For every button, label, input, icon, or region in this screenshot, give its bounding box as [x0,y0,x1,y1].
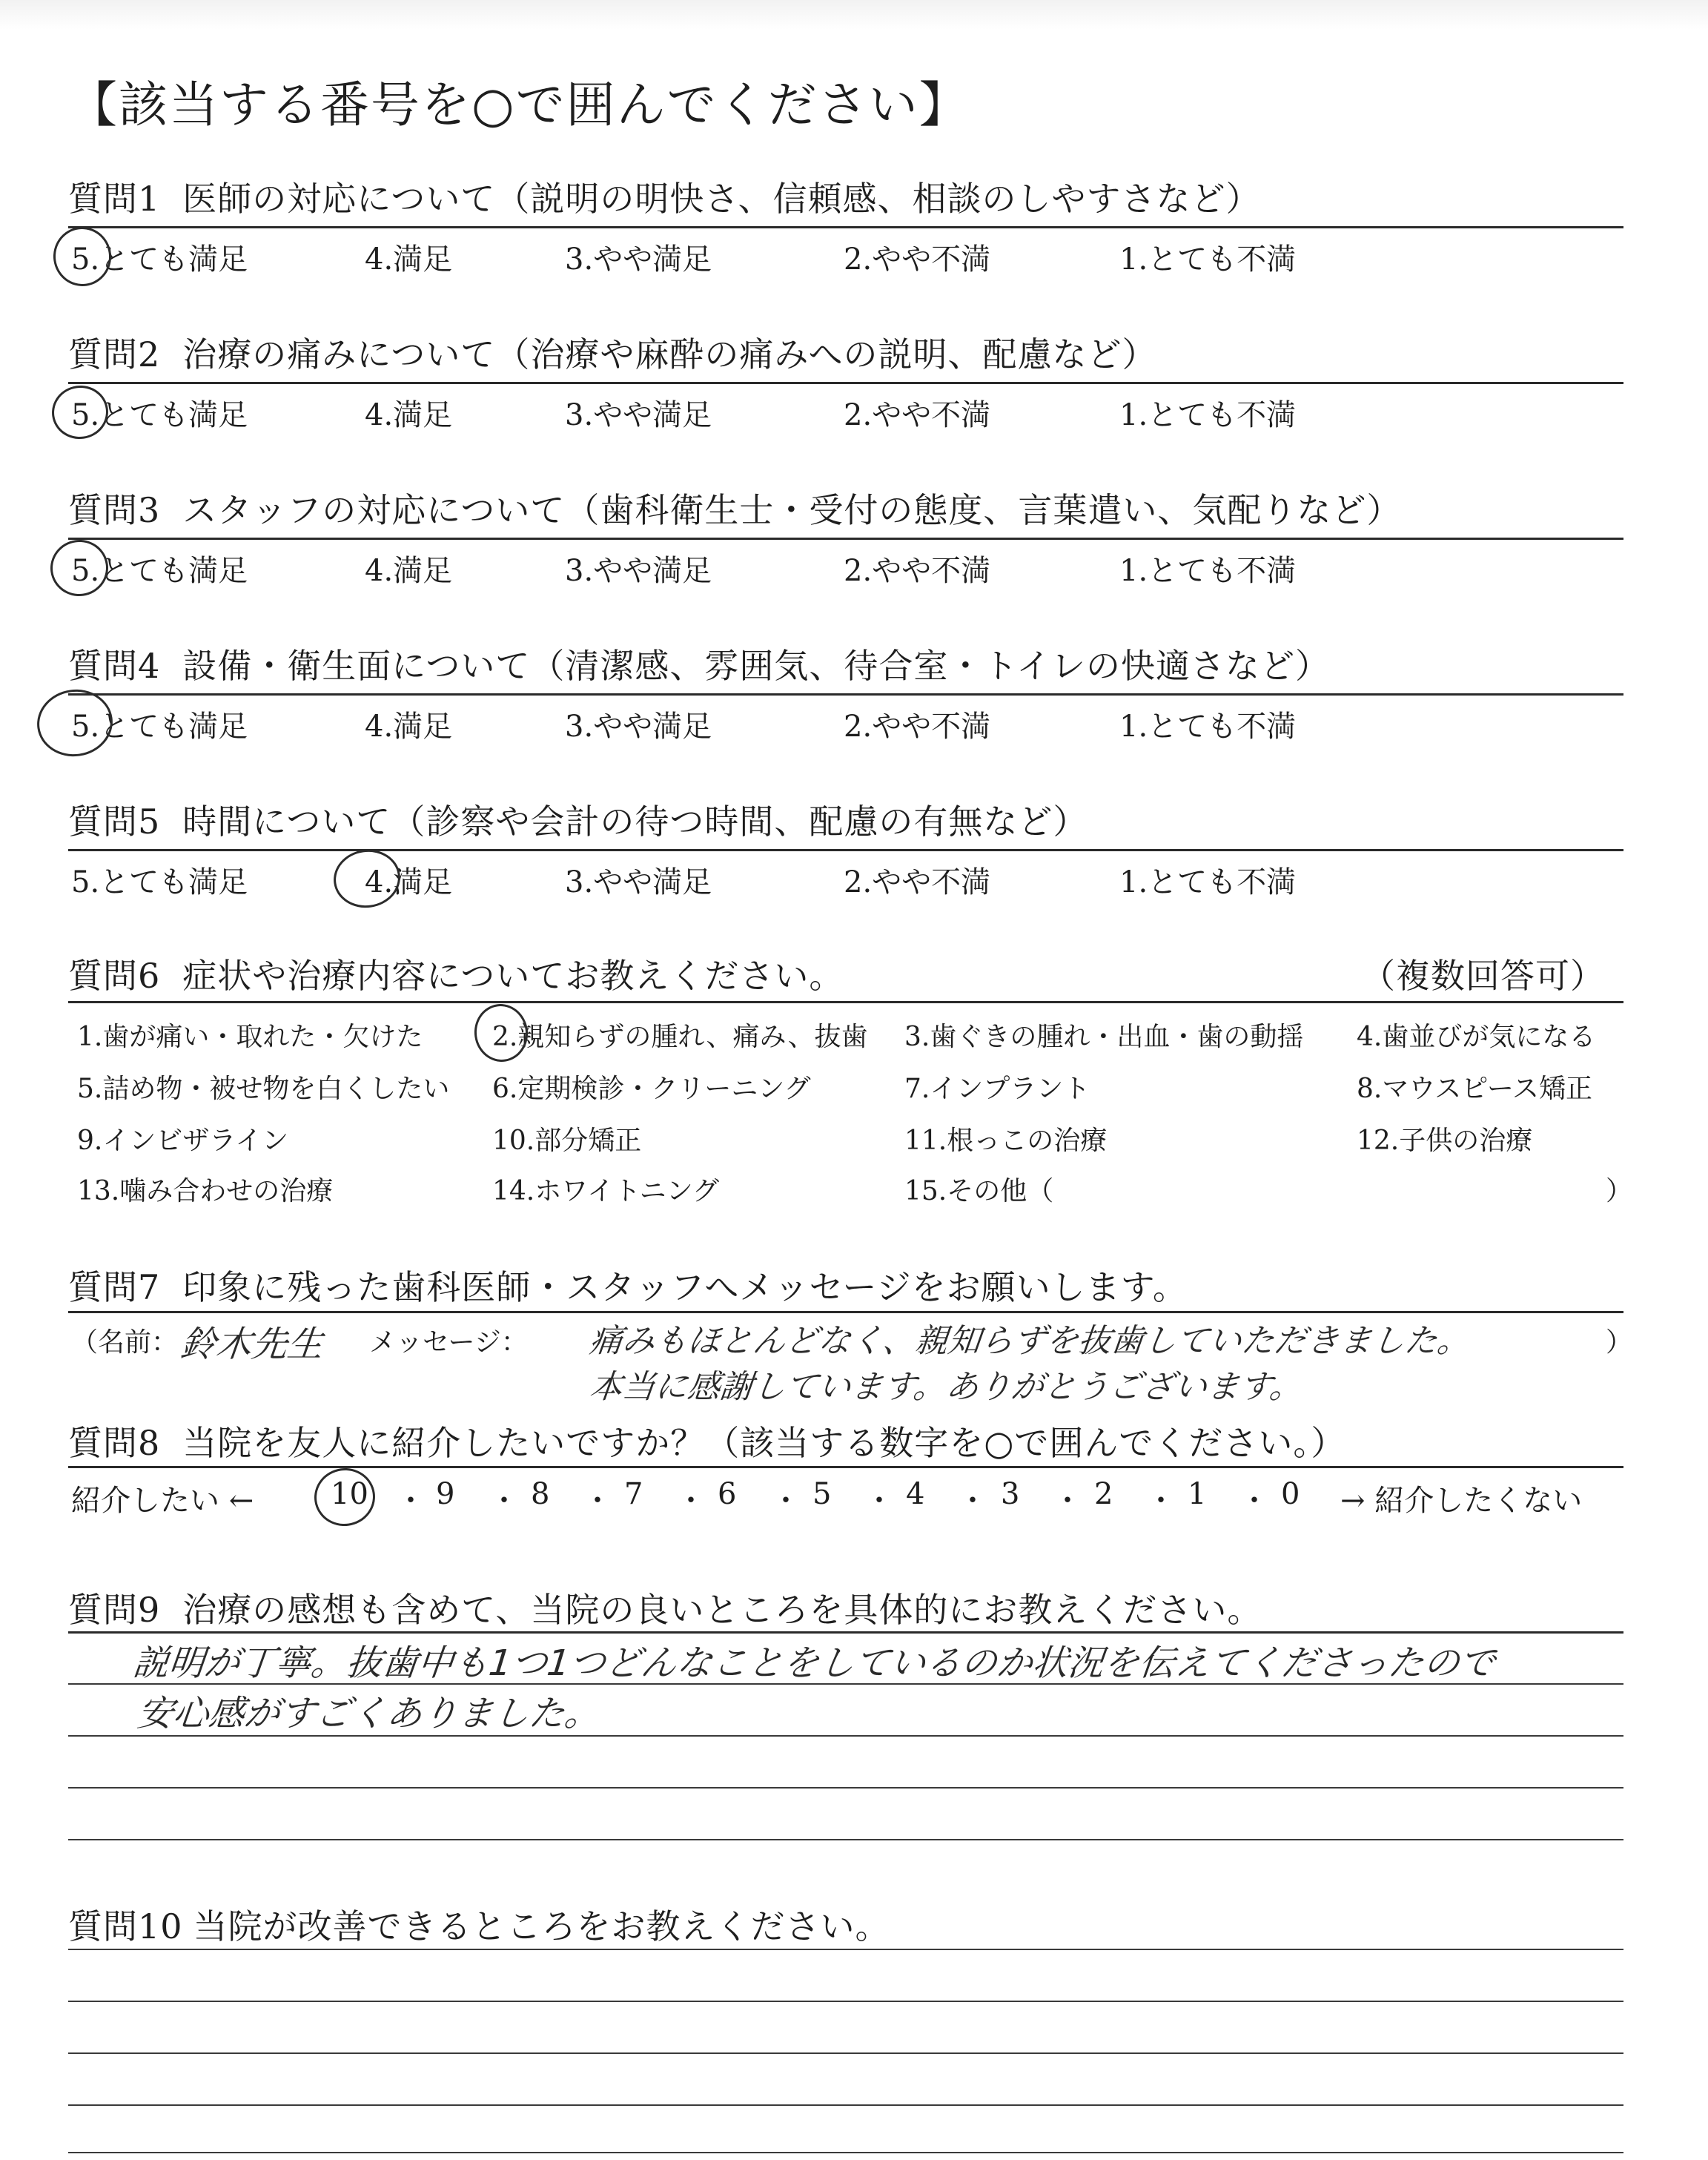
page-header: 【該当する番号を○で囲んでください】 [68,76,970,133]
q6-option-12[interactable]: 12.子供の治療 [1357,1126,1533,1156]
q3-option-4[interactable]: 4.満足 [365,554,453,588]
q1-option-4[interactable]: 4.満足 [365,242,453,277]
question-6-rule [68,1001,1623,1003]
question-4-title [68,639,1330,688]
q8-dot: ・ [489,1484,519,1518]
question-6-multi-note: （複数回答可） [1361,956,1605,996]
q8-scale-1[interactable]: 1 [1188,1477,1207,1511]
q6-option-7[interactable]: 7.インプラント [904,1074,1090,1104]
q6-option-6[interactable]: 6.定期検診・クリーニング [492,1074,811,1104]
q8-scale-8[interactable]: 8 [531,1477,550,1511]
q2-option-1[interactable]: 1.とても不満 [1119,398,1297,432]
q4-option-2[interactable]: 2.やや不満 [844,710,991,744]
question-9-rule [68,1631,1623,1634]
q8-dot: ・ [1146,1484,1176,1518]
question-3-text: スタッフの対応について（歯科衛生士・受付の態度、言葉遣い、気配りなど） [182,490,1402,530]
question-4-rule [68,693,1623,696]
question-7-label: 質問7 [68,1267,161,1307]
q6-option-15[interactable]: 15.その他（ [904,1176,1054,1206]
q5-option-3[interactable]: 3.やや満足 [565,865,712,899]
scan-top-band [0,0,1708,30]
q3-option-5[interactable]: 5.とても満足 [71,554,248,588]
q4-option-3[interactable]: 3.やや満足 [565,710,712,744]
q8-dot: ・ [1053,1484,1082,1518]
question-8-label: 質問8 [68,1423,161,1463]
question-1-rule [68,226,1623,228]
q9-writing-line [68,1787,1623,1789]
q3-selection-circle [47,536,112,600]
q8-scale-0[interactable]: 0 [1281,1477,1300,1511]
question-10-title [68,1900,890,1949]
q5-option-4[interactable]: 4.満足 [365,865,453,899]
q1-option-1[interactable]: 1.とても不満 [1119,242,1297,277]
q9-writing-line [68,1735,1623,1737]
question-1-text: 医師の対応について（説明の明快さ、信頼感、相談のしやすさなど） [182,179,1261,219]
question-9-title [68,1583,1262,1632]
question-7-rule [68,1311,1623,1313]
q4-option-1[interactable]: 1.とても不満 [1119,710,1297,744]
q8-scale-4[interactable]: 4 [906,1477,925,1511]
q6-option-13[interactable]: 13.噛み合わせの治療 [77,1176,334,1206]
q10-writing-line[interactable] [68,2104,1623,2106]
question-3-title [68,483,1401,532]
q3-option-1[interactable]: 1.とても不満 [1119,554,1297,588]
q5-option-5[interactable]: 5.とても満足 [71,865,248,899]
q8-scale-10[interactable]: 10 [331,1477,368,1511]
q1-option-3[interactable]: 3.やや満足 [565,242,712,277]
q8-scale-3[interactable]: 3 [1001,1477,1020,1511]
question-6-title [68,949,844,998]
question-2-title [68,328,1156,377]
question-10-text: 当院が改善できるところをお教えください。 [193,1906,890,1946]
q4-selection-circle [33,684,117,761]
q6-option-14[interactable]: 14.ホワイトニング [492,1176,720,1206]
q10-writing-line[interactable] [68,2052,1623,2054]
q1-option-5[interactable]: 5.とても満足 [71,242,248,277]
q3-option-3[interactable]: 3.やや満足 [565,554,712,588]
q2-option-5[interactable]: 5.とても満足 [71,398,248,432]
q8-selection-circle [311,1464,379,1530]
question-3-rule [68,538,1623,540]
q10-writing-line[interactable] [68,2152,1623,2153]
q1-option-2[interactable]: 2.やや不満 [844,242,991,277]
q10-writing-line[interactable] [68,2001,1623,2002]
q5-option-2[interactable]: 2.やや不満 [844,865,991,899]
q6-option-5[interactable]: 5.詰め物・被せ物を白くしたい [77,1074,450,1104]
q6-option-9[interactable]: 9.インビザライン [77,1126,289,1156]
question-1-title [68,172,1261,221]
q3-option-2[interactable]: 2.やや不満 [844,554,991,588]
question-9-text: 治療の感想も含めて、当院の良いところを具体的にお教えください。 [182,1590,1262,1630]
q8-scale-7[interactable]: 7 [624,1477,643,1511]
question-1-label: 質問1 [68,179,161,219]
q4-option-5[interactable]: 5.とても満足 [71,710,248,744]
q9-writing-line [68,1839,1623,1840]
question-9-label: 質問9 [68,1590,161,1630]
q6-option-15-close-paren: ） [1606,1176,1633,1206]
q8-scale-5[interactable]: 5 [812,1477,832,1511]
q7-close-paren: ） [1606,1327,1633,1358]
question-2-text: 治療の痛みについて（治療や麻酔の痛みへの説明、配慮など） [182,334,1157,374]
question-5-title [68,795,1088,844]
q5-option-1[interactable]: 1.とても不満 [1119,865,1297,899]
q4-option-4[interactable]: 4.満足 [365,710,453,744]
q6-option-10[interactable]: 10.部分矯正 [492,1126,642,1156]
q8-dot: ・ [676,1484,706,1518]
q6-option-2[interactable]: 2.親知らずの腫れ、痛み、抜歯 [492,1022,868,1052]
q8-dot: ・ [583,1484,612,1518]
q8-right-label: → 紹介したくない [1340,1484,1583,1518]
question-5-text: 時間について（診察や会計の待つ時間、配慮の有無など） [182,802,1088,842]
q8-scale-2[interactable]: 2 [1094,1477,1113,1511]
q6-option-4[interactable]: 4.歯並びが気になる [1357,1022,1596,1052]
q5-selection-circle [330,845,404,912]
question-3-label: 質問3 [68,490,161,530]
question-10-label: 質問10 [68,1906,183,1946]
q1-selection-circle [50,223,115,290]
q7-message-label: メッセージ： [369,1327,528,1358]
q7-name-label: （名前： [71,1327,179,1358]
question-6-label: 質問6 [68,956,161,996]
q8-dot: ・ [864,1484,894,1518]
question-8-text: 当院を友人に紹介したいですか？（該当する数字を○で囲んでください。） [182,1423,1346,1463]
q8-dot: ・ [958,1484,987,1518]
question-2-label: 質問2 [68,334,161,374]
question-5-rule [68,849,1623,851]
q6-option-8[interactable]: 8.マウスピース矯正 [1357,1074,1593,1104]
q8-dot: ・ [771,1484,801,1518]
q2-option-3[interactable]: 3.やや満足 [565,398,712,432]
question-8-rule [68,1466,1623,1468]
question-4-text: 設備・衛生面について（清潔感、雰囲気、待合室・トイレの快適さなど） [182,646,1331,686]
q6-option-1[interactable]: 1.歯が痛い・取れた・欠けた [77,1022,423,1052]
q8-scale-6[interactable]: 6 [718,1477,737,1511]
q8-dot: ・ [1239,1484,1269,1518]
q7-message-line-1[interactable]: 痛みもほとんどなく、親知らずを抜歯していただきました。 [587,1322,1472,1360]
question-7-title [68,1261,1188,1309]
question-8-title [68,1416,1345,1465]
q8-left-label: 紹介したい ← [71,1484,254,1518]
q6-option-3[interactable]: 3.歯ぐきの腫れ・出血・歯の動揺 [904,1022,1304,1052]
q2-option-4[interactable]: 4.満足 [365,398,453,432]
q9-answer-line-1[interactable]: 説明が丁寧。抜歯中も1つ1つどんなことをしているのか状況を伝えてくださったので [130,1642,1497,1684]
q8-dot: ・ [396,1484,426,1518]
question-5-label: 質問5 [68,802,161,842]
q8-scale-9[interactable]: 9 [436,1477,455,1511]
q7-name-value[interactable]: 鈴木先生 [178,1324,325,1365]
q7-message-line-2[interactable]: 本当に感謝しています。ありがとうございます。 [587,1368,1305,1406]
q2-option-2[interactable]: 2.やや不満 [844,398,991,432]
q6-selection-circle [471,1000,532,1065]
question-4-label: 質問4 [68,646,161,686]
question-2-rule [68,382,1623,384]
q10-writing-line[interactable] [68,1949,1623,1950]
q6-option-11[interactable]: 11.根っこの治療 [904,1126,1108,1156]
q9-answer-line-2[interactable]: 安心感がすごくありました。 [135,1693,603,1734]
question-6-text: 症状や治療内容についてお教えください。 [182,956,844,996]
question-7-text: 印象に残った歯科医師・スタッフへメッセージをお願いします。 [182,1267,1188,1307]
